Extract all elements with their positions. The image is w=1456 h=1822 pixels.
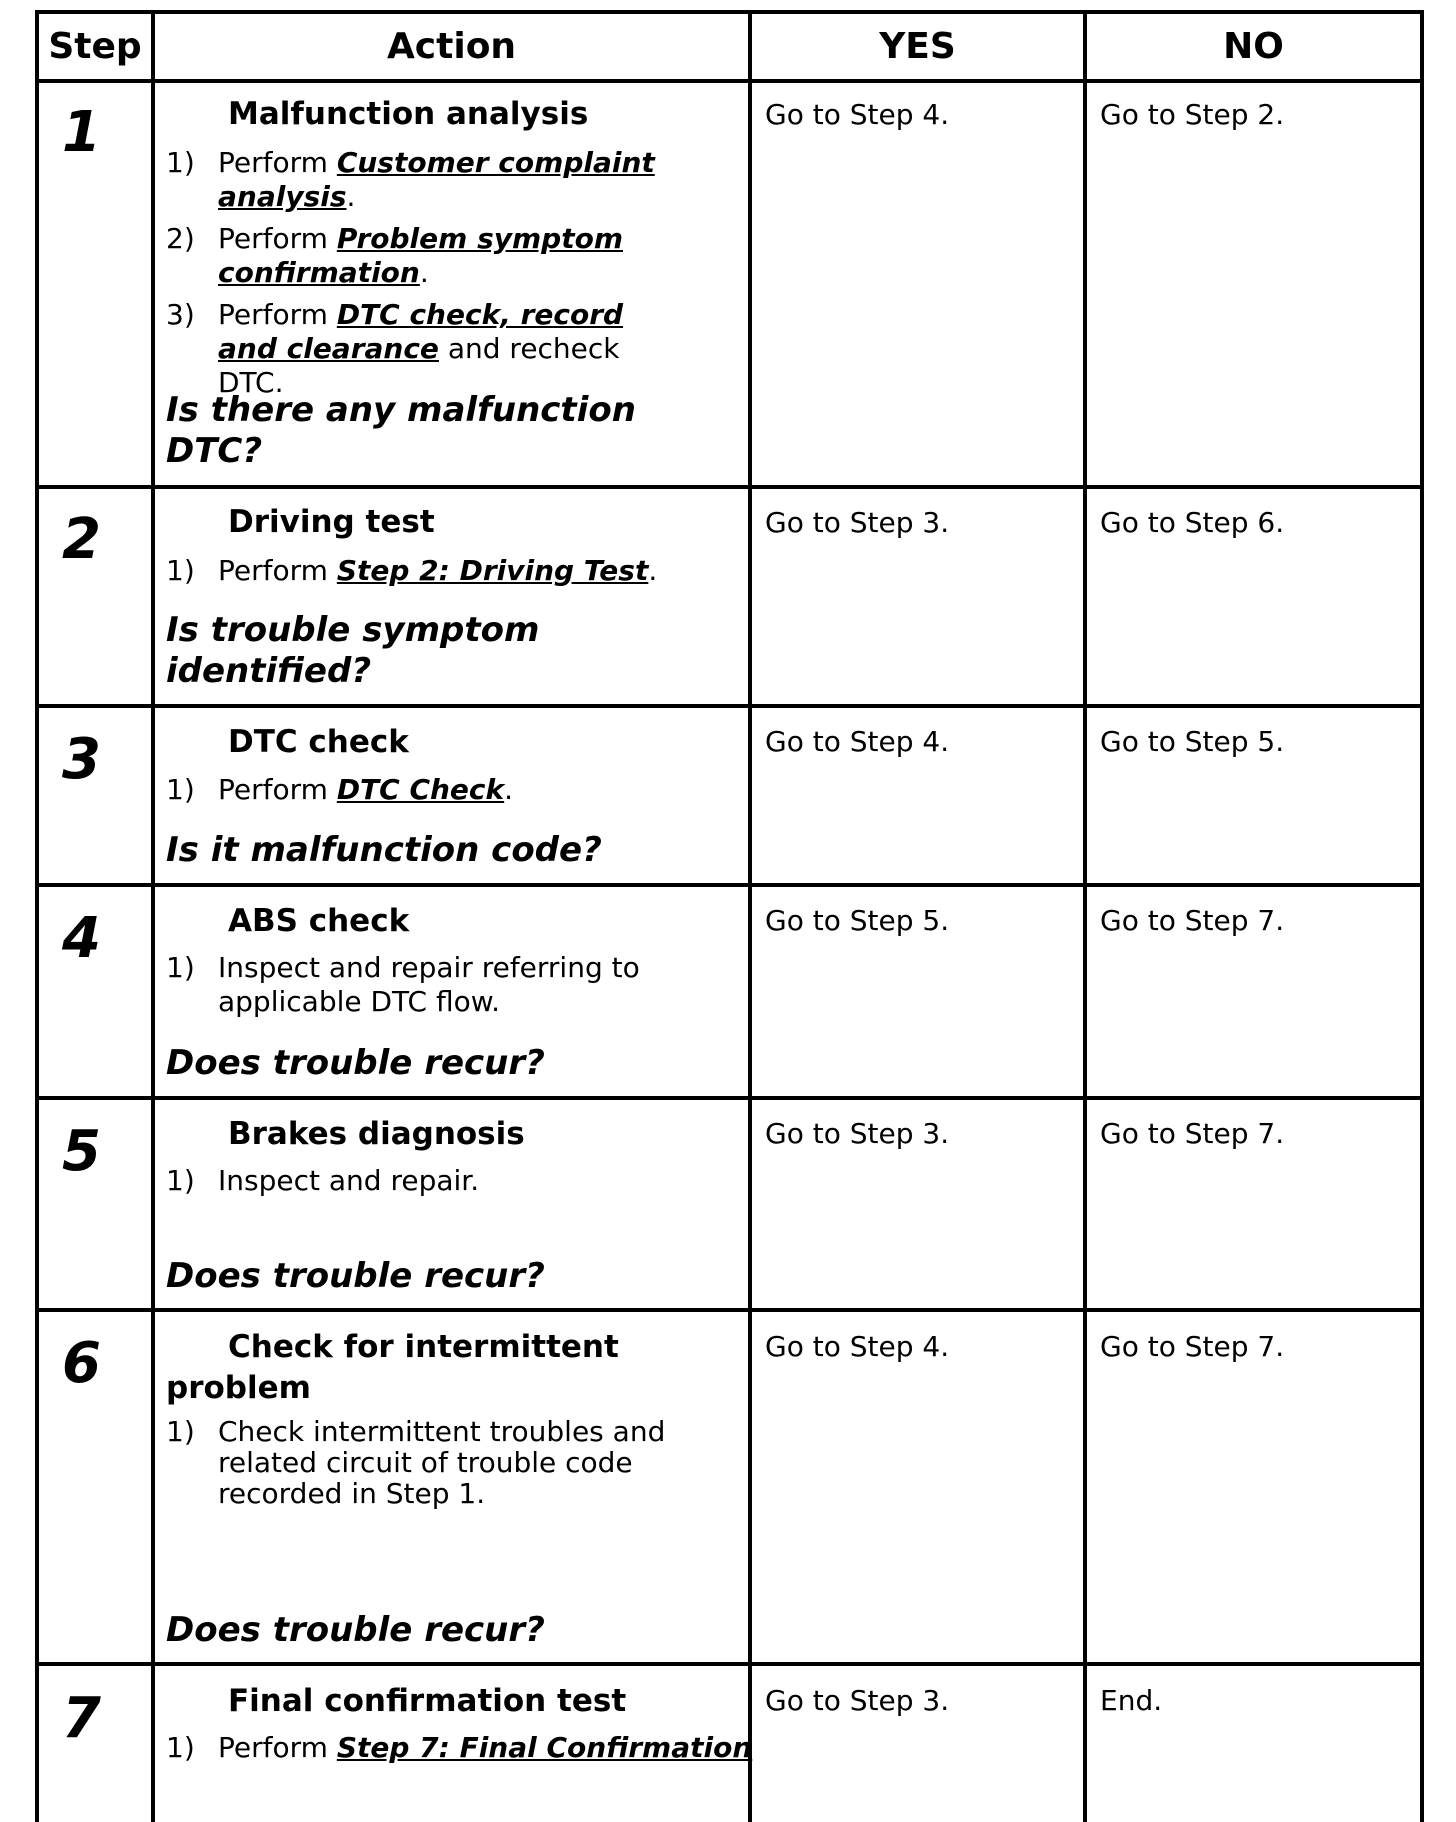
yes-action: Go to Step 4. — [765, 1330, 950, 1363]
item-number: 3) — [166, 298, 195, 331]
item-number: 1) — [166, 146, 195, 179]
step-number: 7 — [62, 1686, 101, 1751]
row-divider — [35, 883, 1424, 887]
yes-action: Go to Step 4. — [765, 725, 950, 758]
step-title-continued: problem — [166, 1370, 311, 1406]
header-step: Step — [48, 26, 142, 67]
step-question: Is trouble symptom identified? — [166, 610, 540, 691]
no-action: Go to Step 6. — [1100, 506, 1285, 539]
yes-action: Go to Step 5. — [765, 904, 950, 937]
step-title: DTC check — [228, 724, 409, 760]
step-number: 4 — [62, 906, 101, 971]
final-confirmation-link[interactable]: Step 7: Final Confirmation — [336, 1731, 753, 1764]
item-number: 1) — [166, 1415, 195, 1448]
header-no: NO — [1223, 26, 1284, 67]
step-question: Does trouble recur? — [166, 1256, 545, 1296]
customer-complaint-analysis-link[interactable]: Customer complaint analysis — [218, 146, 655, 213]
col-divider — [151, 10, 155, 1822]
problem-symptom-confirmation-link[interactable]: Problem symptom confirmation — [218, 222, 624, 289]
yes-action: Go to Step 3. — [765, 1684, 950, 1717]
table-border-top — [35, 10, 1424, 14]
row-divider — [35, 1096, 1424, 1100]
no-action: Go to Step 5. — [1100, 725, 1285, 758]
no-action: Go to Step 7. — [1100, 904, 1285, 937]
step-title: ABS check — [228, 903, 410, 939]
item-number: 2) — [166, 222, 195, 255]
step-number: 1 — [62, 100, 101, 165]
step-number: 2 — [62, 507, 101, 572]
item-number: 1) — [166, 1731, 195, 1764]
table-border-left — [35, 10, 39, 1822]
no-action: Go to Step 7. — [1100, 1330, 1285, 1363]
step-question: Is there any malfunction DTC? — [166, 390, 636, 471]
row-divider — [35, 1662, 1424, 1666]
item-number: 1) — [166, 1164, 195, 1197]
no-action: Go to Step 2. — [1100, 98, 1285, 131]
dtc-check-record-clearance-link[interactable]: DTC check, record and clearance — [218, 298, 624, 365]
header-action: Action — [386, 26, 517, 67]
step-question: Does trouble recur? — [166, 1043, 545, 1083]
no-action: Go to Step 7. — [1100, 1117, 1285, 1150]
header-divider — [35, 79, 1424, 83]
step-question: Does trouble recur? — [166, 1610, 545, 1650]
no-action: End. — [1100, 1684, 1163, 1717]
row-divider — [35, 485, 1424, 489]
yes-action: Go to Step 4. — [765, 98, 950, 131]
row-divider — [35, 704, 1424, 708]
row-divider — [35, 1308, 1424, 1312]
yes-action: Go to Step 3. — [765, 506, 950, 539]
step-number: 5 — [62, 1119, 101, 1184]
table-border-right — [1420, 10, 1424, 1822]
step-title: Check for intermittent — [228, 1329, 619, 1365]
step-title: Final confirmation test — [228, 1683, 627, 1719]
step-title: Brakes diagnosis — [228, 1116, 525, 1152]
header-yes: YES — [879, 26, 956, 67]
step-title: Malfunction analysis — [228, 96, 589, 132]
step-question: Is it malfunction code? — [166, 830, 602, 870]
item-number: 1) — [166, 773, 195, 806]
step-number: 6 — [62, 1331, 101, 1396]
item-number: 1) — [166, 951, 195, 984]
item-number: 1) — [166, 554, 195, 587]
col-divider — [1083, 10, 1087, 1822]
yes-action: Go to Step 3. — [765, 1117, 950, 1150]
dtc-check-link[interactable]: DTC Check — [336, 773, 505, 806]
step-title: Driving test — [228, 504, 435, 540]
driving-test-link[interactable]: Step 2: Driving Test — [336, 554, 649, 587]
col-divider — [748, 10, 752, 1822]
step-number: 3 — [62, 727, 101, 792]
